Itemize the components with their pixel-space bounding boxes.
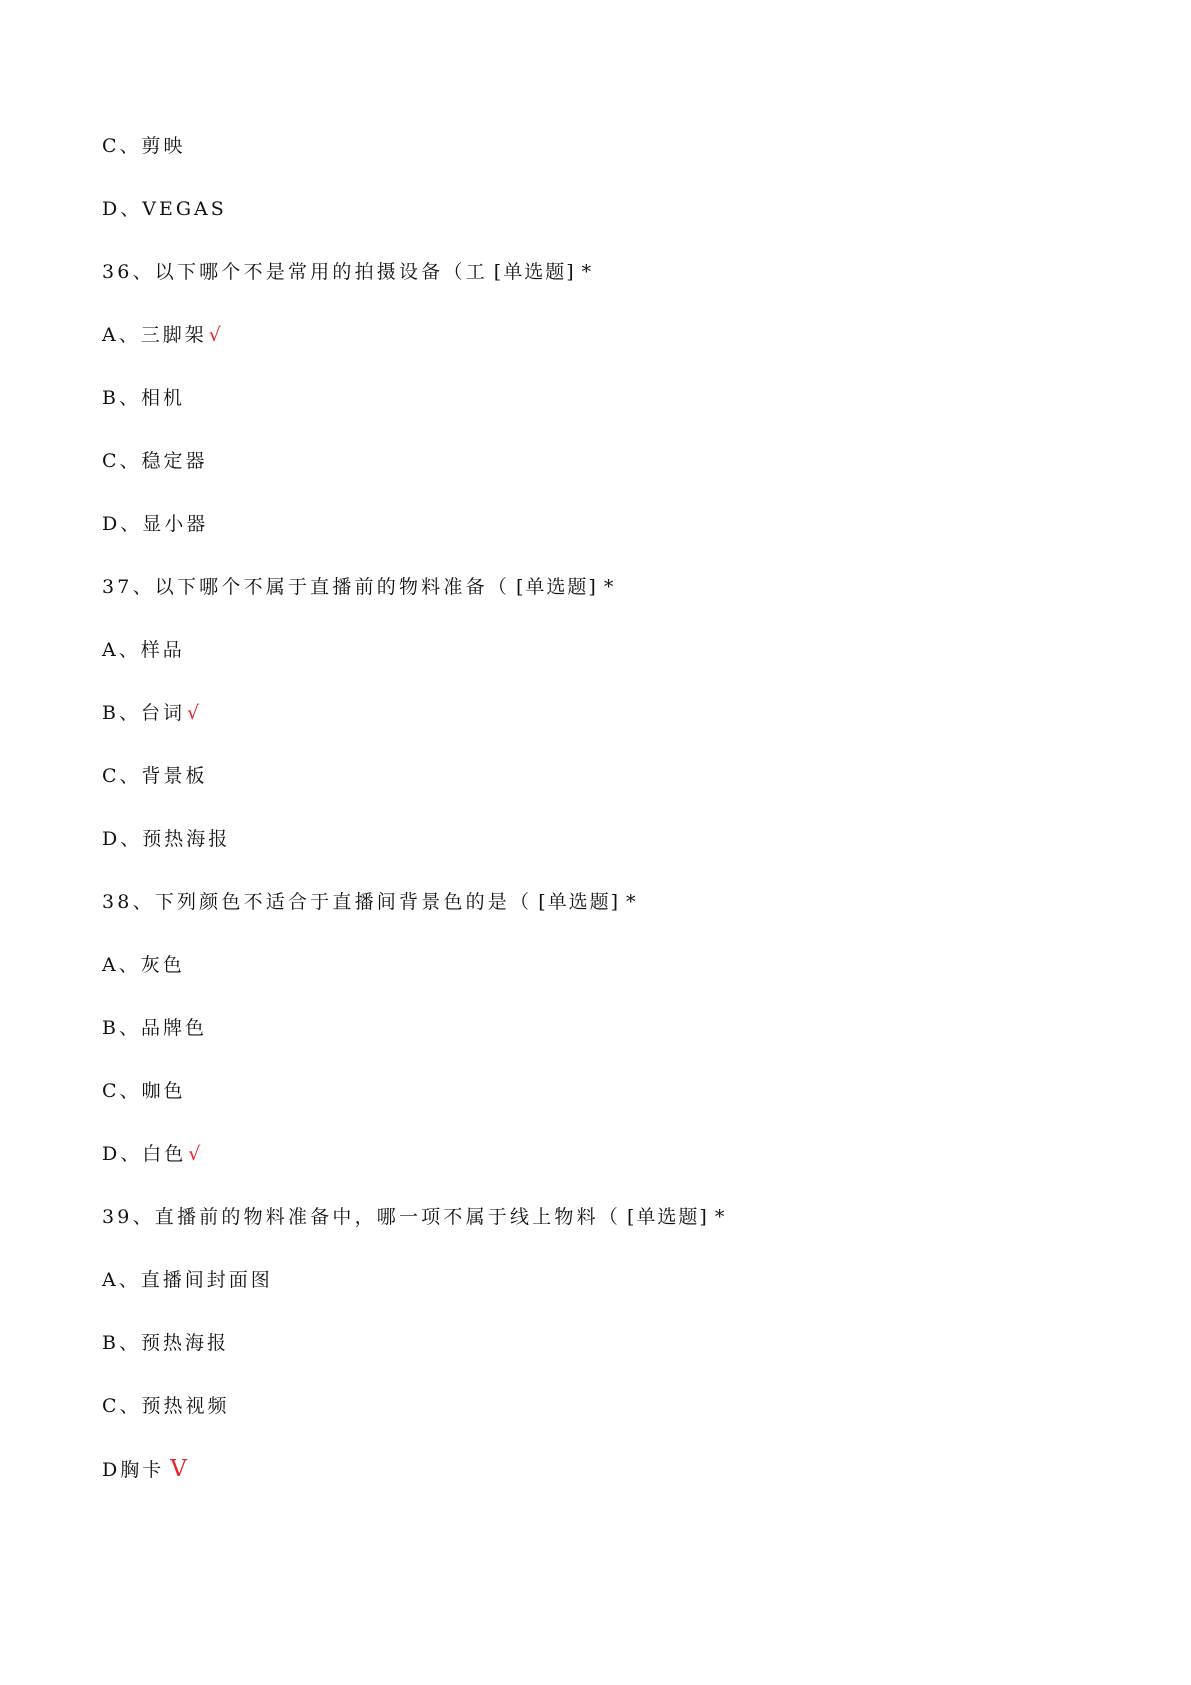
option-37-a	[102, 637, 185, 663]
option-text: D、显小器	[102, 513, 209, 535]
option-text: A、三脚架	[102, 324, 207, 346]
option-text: A、样品	[102, 639, 185, 661]
question-type-tag: [单选题]	[493, 261, 576, 283]
required-star: *	[714, 1206, 725, 1228]
question-39	[102, 1204, 724, 1230]
option-text: B、品牌色	[102, 1017, 207, 1039]
option-36-c	[102, 448, 208, 474]
option-38-b	[102, 1015, 207, 1041]
option-38-c	[102, 1078, 186, 1104]
required-star: *	[603, 576, 614, 598]
option-39-c	[102, 1393, 230, 1419]
correct-check-icon: √	[188, 1143, 201, 1165]
correct-check-icon: √	[208, 324, 221, 346]
option-38-a	[102, 952, 185, 978]
option-text: D、白色	[102, 1143, 187, 1165]
option-text: A、灰色	[102, 954, 185, 976]
option-text: D、预热海报	[102, 828, 231, 850]
option-37-c	[102, 763, 208, 789]
option-38-d	[102, 1141, 200, 1167]
option-36-a	[102, 322, 221, 348]
option-text: D胸卡	[102, 1459, 165, 1481]
option-text: D、VEGAS	[102, 198, 227, 220]
question-text: 37、以下哪个不属于直播前的物料准备（	[102, 576, 510, 598]
required-star: *	[581, 261, 592, 283]
option-37-b	[102, 700, 199, 726]
option-39-b	[102, 1330, 229, 1356]
option-text: B、预热海报	[102, 1332, 229, 1354]
correct-check-icon: V	[170, 1456, 187, 1482]
question-36	[102, 259, 591, 285]
question-text: 38、下列颜色不适合于直播间背景色的是（	[102, 891, 533, 913]
option-text: C、稳定器	[102, 450, 208, 472]
question-type-tag: [单选题]	[515, 576, 598, 598]
option-text: C、咖色	[102, 1080, 186, 1102]
question-type-tag: [单选题]	[538, 891, 621, 913]
option-39-a	[102, 1267, 273, 1293]
question-type-tag: [单选题]	[626, 1206, 709, 1228]
option-text: B、台词	[102, 702, 185, 724]
option-text: C、背景板	[102, 765, 208, 787]
option-d-vegas	[102, 196, 227, 222]
option-text: A、直播间封面图	[102, 1269, 273, 1291]
option-39-d	[102, 1456, 187, 1483]
option-text: C、剪映	[102, 135, 186, 157]
question-text: 39、直播前的物料准备中，哪一项不属于线上物料（	[102, 1206, 621, 1228]
option-c-jianying	[102, 133, 186, 159]
option-36-b	[102, 385, 185, 411]
option-text: C、预热视频	[102, 1395, 230, 1417]
question-38	[102, 889, 636, 915]
option-37-d	[102, 826, 230, 852]
correct-check-icon: √	[186, 702, 200, 724]
option-text: B、相机	[102, 387, 185, 409]
required-star: *	[626, 891, 636, 913]
question-text: 36、以下哪个不是常用的拍摄设备（工	[102, 261, 488, 283]
question-37	[102, 574, 613, 600]
option-36-d	[102, 511, 208, 537]
